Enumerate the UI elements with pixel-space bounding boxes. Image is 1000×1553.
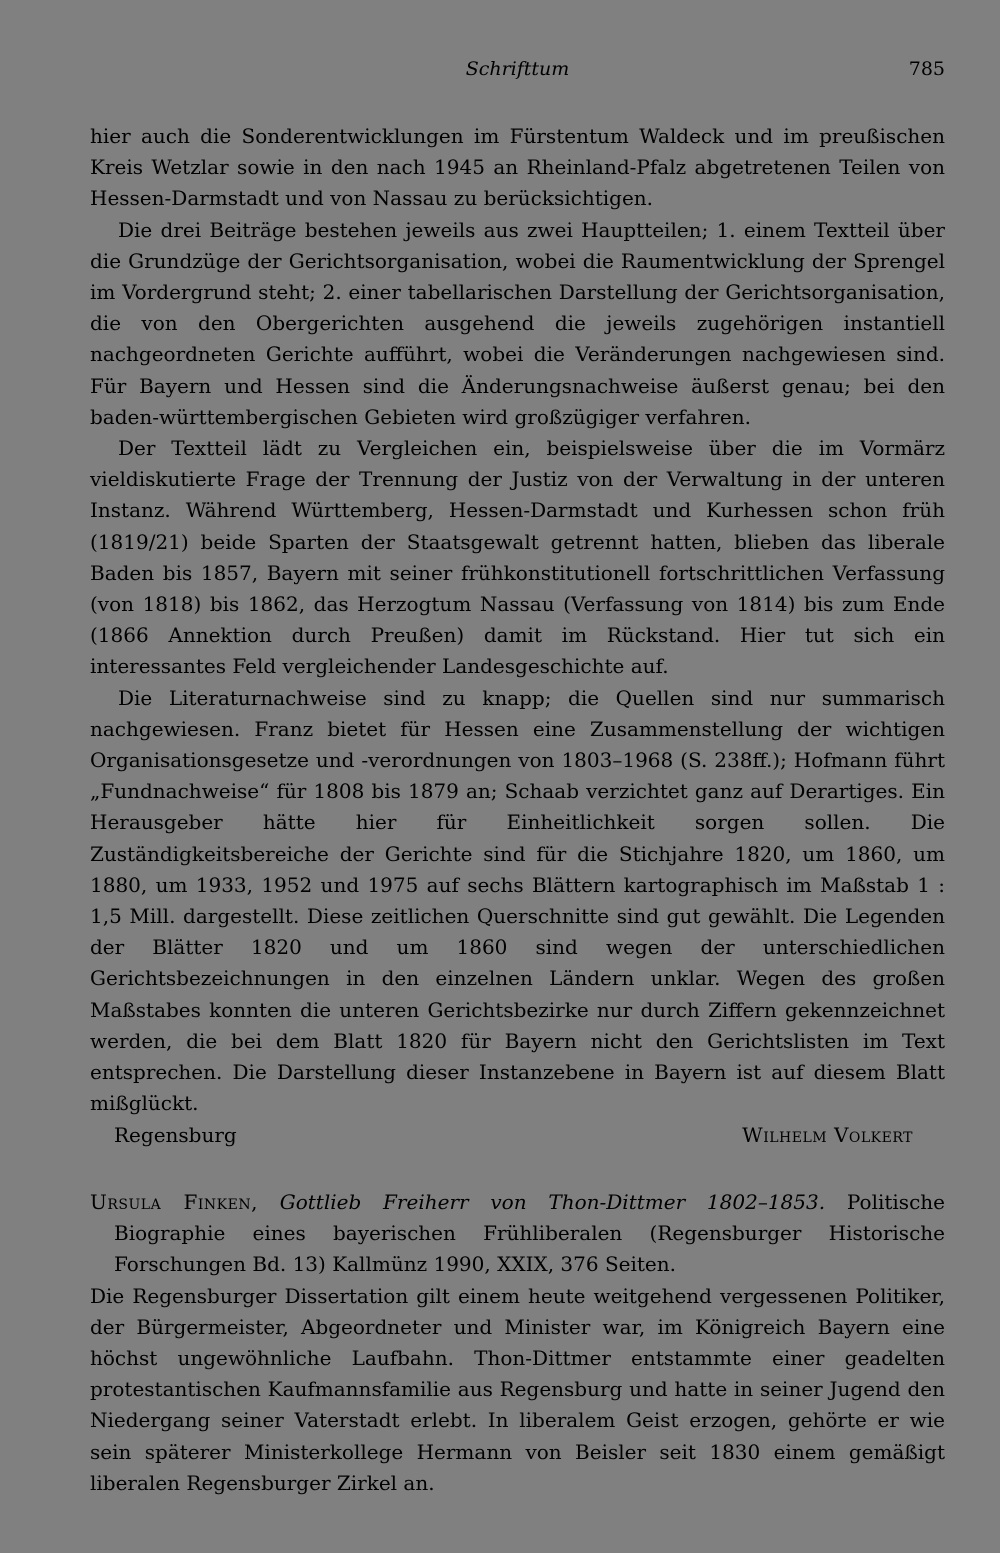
running-title: Schrifttum	[465, 58, 570, 80]
running-header	[90, 58, 945, 88]
reviewer-name: Wilhelm Volkert	[742, 1122, 913, 1147]
book-title: Gottlieb Freiherr von Thon-Dittmer 1802–1853.	[279, 1190, 826, 1214]
paragraph: Die drei Beiträge bestehen jeweils aus zwei Hauptteilen; 1. einem Textteil über die Grundzüge der Gerichtsorganisation, wobei die Raumentwicklung der Sprengel im Vordergrund steht; 2. einer tabellarischen Darstellung der Gerichtsorganisation, die von den Obergerichten ausgehend die jeweils zugehörigen instantiell nachgeordneten Gerichte aufführt, wobei die Veränderungen nachgewiesen sind. Für Bayern und Hessen sind die Änderungsnachweise äußerst genau; bei den baden-württembergischen Gebieten wird großzügiger verfahren.	[90, 217, 945, 429]
page-number: 785	[908, 58, 945, 80]
book-author: Ursula Finken,	[90, 1190, 258, 1214]
book-citation	[90, 1187, 945, 1281]
paragraph: hier auch die Sonderentwicklungen im Fürstentum Waldeck und im preußischen Kreis Wetzlar sowie in den nach 1945 an Rheinland-Pfalz abgetretenen Teilen von Hessen-Darmstadt und von Nassau zu berücksichtigen.	[90, 124, 945, 211]
paragraph: Die Literaturnachweise sind zu knapp; die Quellen sind nur summarisch nachgewiesen. Franz bietet für Hessen eine Zusammenstellung der wichtigen Organisationsgesetze und -verordnungen von 1803–1968 (S. 238ff.); Hofmann führt „Fundnachweise“ für 1808 bis 1879 an; Schaab verzichtet ganz auf Derartiges. Ein Herausgeber hätte hier für Einheitlichkeit sorgen sollen. Die Zuständigkeitsbereiche der Gerichte sind für die Stichjahre 1820, um 1860, um 1880, um 1933, 1952 und 1975 auf sechs Blättern kartographisch im Maßstab 1 : 1,5 Mill. dargestellt. Diese zeitlichen Querschnitte sind gut gewählt. Die Legenden der Blätter 1820 und um 1860 sind wegen der unterschiedlichen Gerichtsbezeichnungen in den einzelnen Ländern unklar. Wegen des großen Maßstabes konnten die unteren Gerichtsbezirke nur durch Ziffern gekennzeichnet werden, die bei dem Blatt 1820 für Bayern nicht den Gerichtslisten im Text entsprechen. Die Darstellung dieser Instanzebene in Bayern ist auf diesem Blatt mißglückt.	[90, 685, 945, 1116]
review-finken	[90, 1187, 945, 1499]
paragraph: Die Regensburger Dissertation gilt einem heute weitgehend vergessenen Politiker, der Bürgermeister, Abgeordneter und Minister war, im Königreich Bayern eine höchst ungewöhnliche Laufbahn. Thon-Dittmer entstammte einer geadelten protestantischen Kaufmannsfamilie aus Regensburg und hatte in seiner Jugend den Niedergang seiner Vaterstadt erlebt. In liberalem Geist erzogen, gehörte er wie sein späterer Ministerkollege Hermann von Beisler seit 1830 einem gemäßigt liberalen Regensburger Zirkel an.	[90, 1283, 945, 1495]
review-signature	[90, 1120, 945, 1151]
reviewer-place: Regensburg	[114, 1122, 237, 1147]
book-details: Politische Biographie eines bayerischen Frühliberalen (Regensburger Historische Forschungen Bd. 13) Kallmünz 1990, XXIX, 376 Seiten.	[114, 1190, 945, 1277]
paragraph: Der Textteil lädt zu Vergleichen ein, beispielsweise über die im Vormärz vieldiskutierte Frage der Trennung der Justiz von der Verwaltung in der unteren Instanz. Während Württemberg, Hessen-Darmstadt und Kurhessen schon früh (1819/21) beide Sparten der Staatsgewalt getrennt hatten, blieben das liberale Baden bis 1857, Bayern mit seiner frühkonstitutionell fortschrittlichen Verfassung (von 1818) bis 1862, das Herzogtum Nassau (Verfassung von 1814) bis zum Ende (1866 Annektion durch Preußen) damit im Rückstand. Hier tut sich ein interessantes Feld vergleichender Landesgeschichte auf.	[90, 436, 945, 679]
review-volkert	[90, 121, 945, 1151]
